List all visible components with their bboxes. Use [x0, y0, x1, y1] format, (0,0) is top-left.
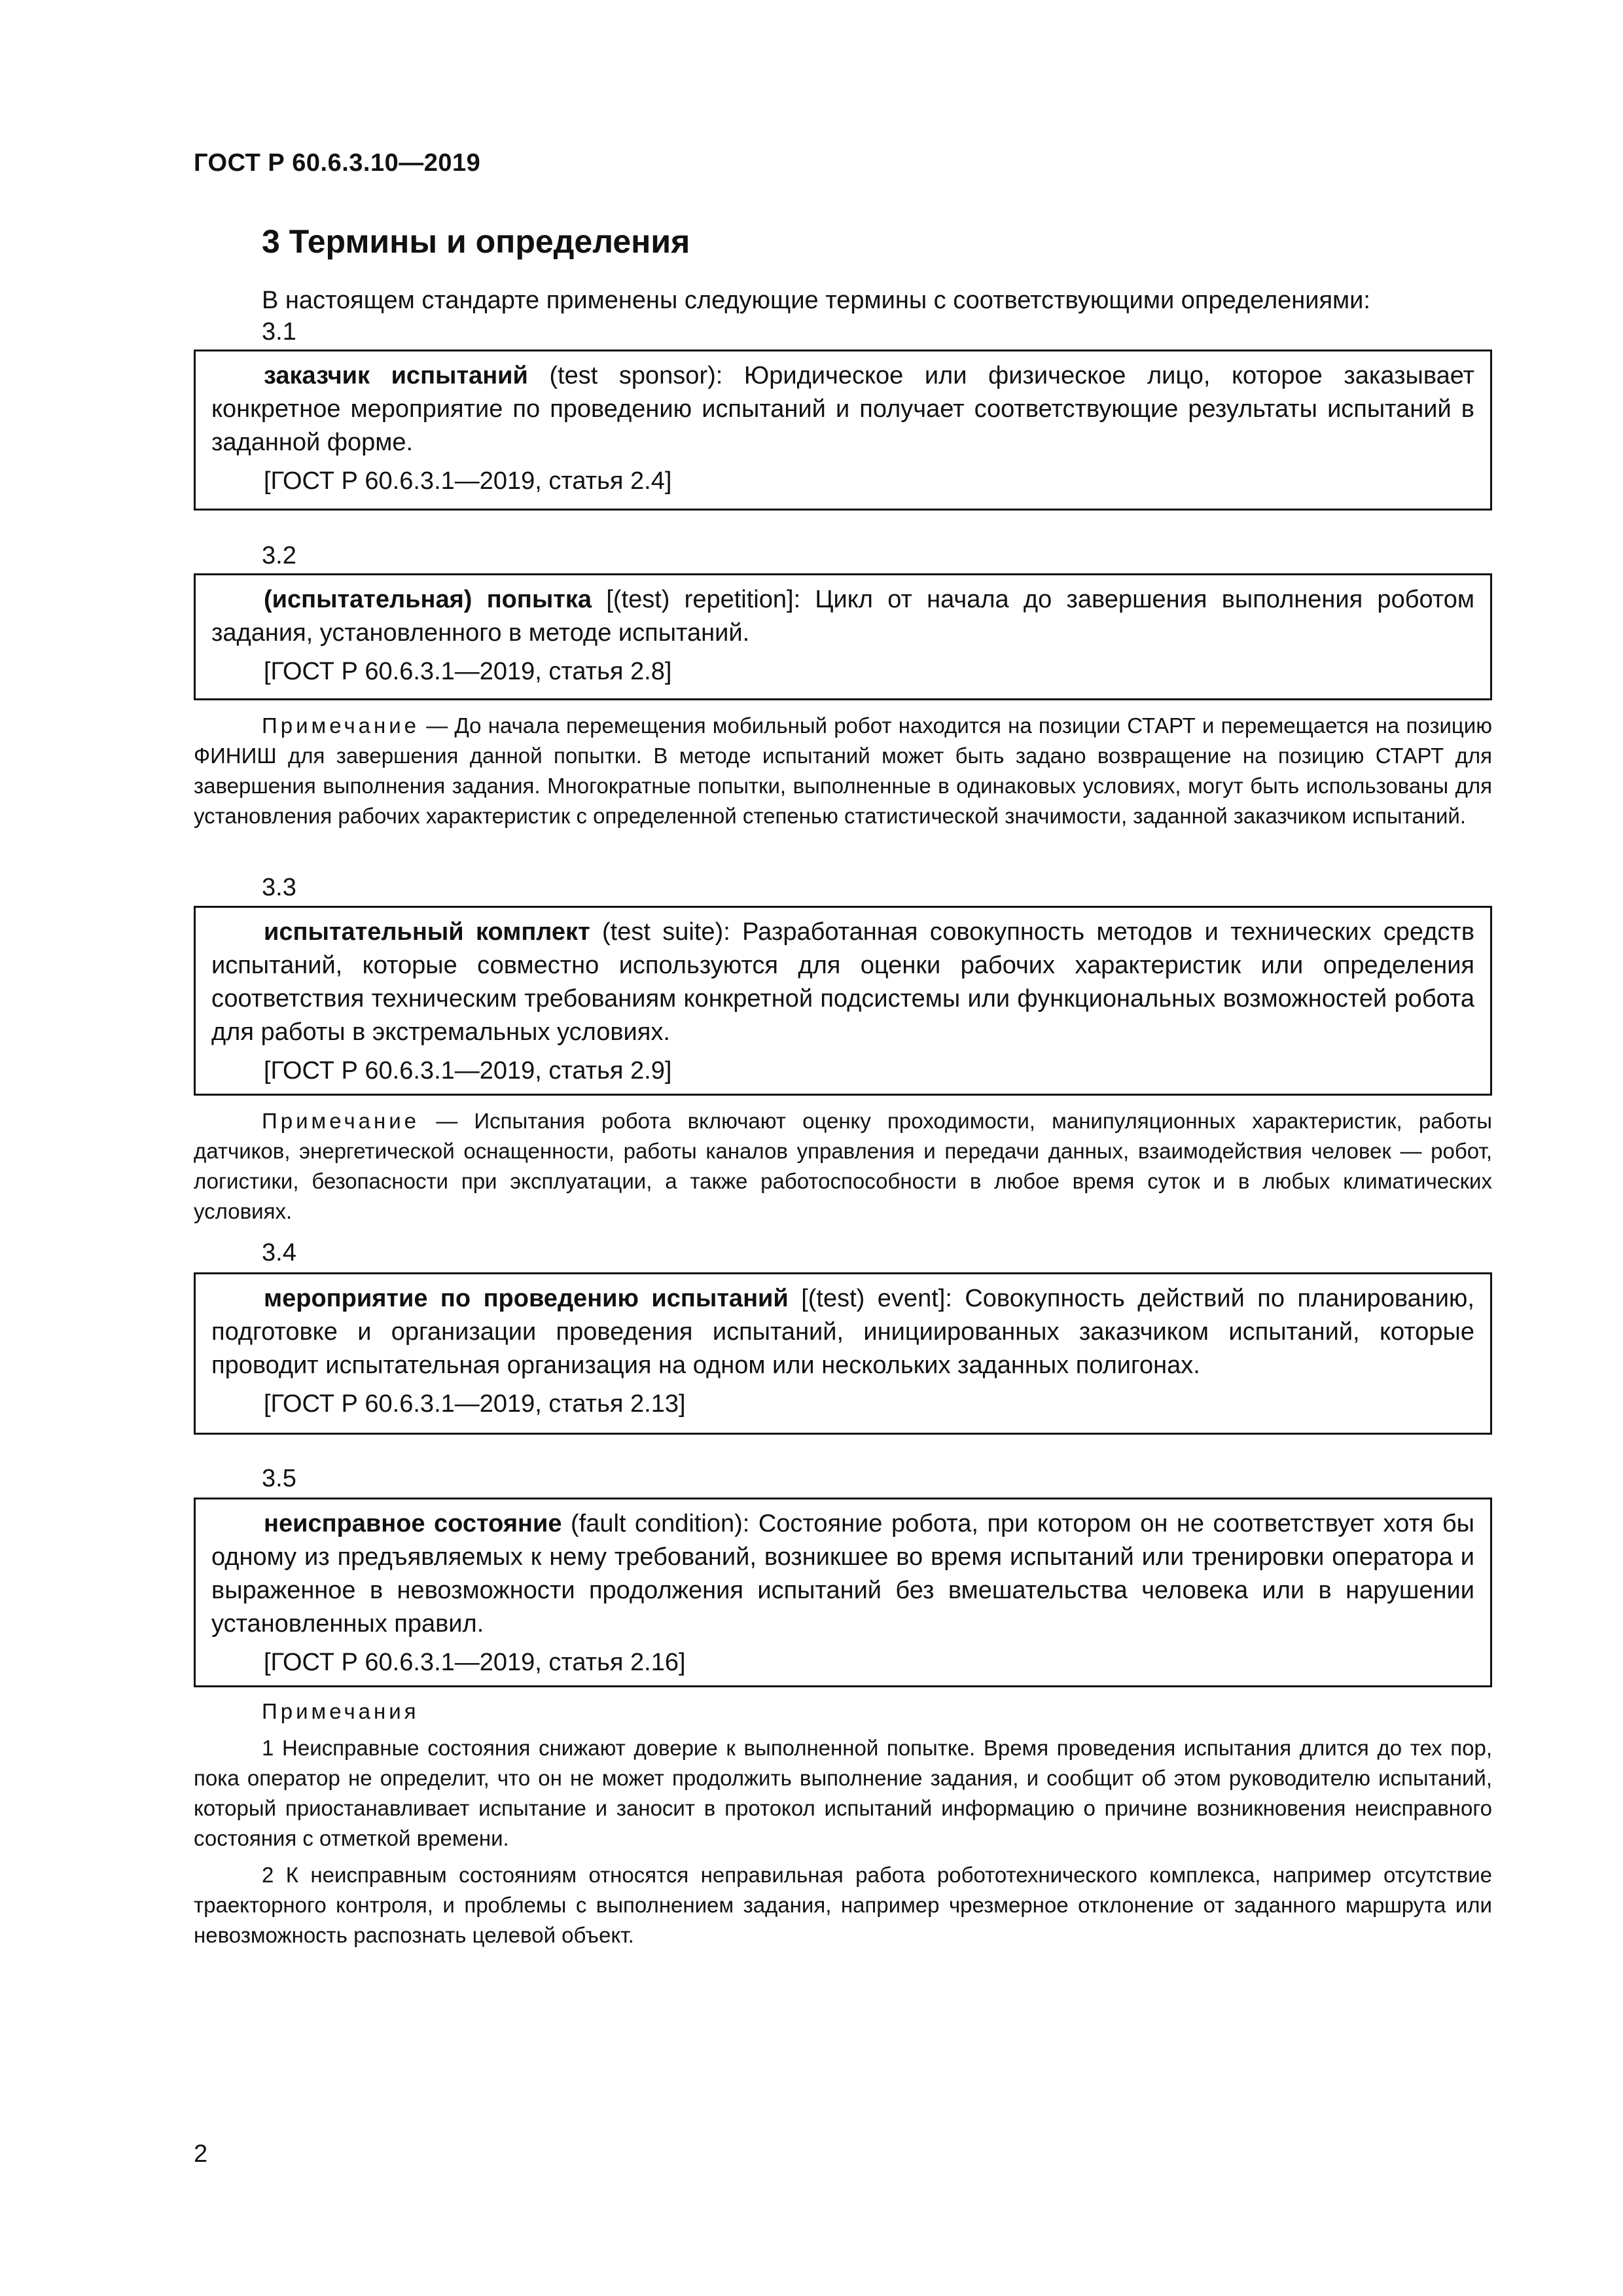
- definition-text: [211, 583, 1474, 650]
- term-definition: : Состояние робота, при котором он не соответствует хотя бы одному из предъявляемых к нему требований, возникшее во время испытаний или тренировки оператора и выраженное в невозможности продолжения испытаний без вмешательства человека или в нарушении установленных правил.: [211, 1510, 1474, 1638]
- document-code-header: ГОСТ Р 60.6.3.10—2019: [194, 149, 481, 177]
- term-english: (test suite): [602, 918, 724, 946]
- source-reference: [ГОСТ Р 60.6.3.1—2019, статья 2.16]: [264, 1649, 686, 1676]
- term-number: 3.1: [262, 318, 296, 346]
- page-number: 2: [194, 2140, 208, 2168]
- term-name: мероприятие по проведению испытаний: [264, 1285, 789, 1312]
- definition-text: [211, 916, 1474, 1049]
- term-definition: : Совокупность действий по планированию, подготовке и организации проведения испытаний, инициированных заказчиком испытаний, которые проводит испытательная организация на одном или нескольких заданных полигонах.: [211, 1285, 1474, 1379]
- source-reference: [ГОСТ Р 60.6.3.1—2019, статья 2.13]: [264, 1390, 686, 1418]
- term-definition: : Разработанная совокупность методов и технических средств испытаний, которые совместно используются для оценки рабочих характеристик или определения соответствия техническим требованиям конкретной подсистемы или функциональных возможностей робота для работы в экстремальных условиях.: [211, 918, 1474, 1046]
- section-intro: В настоящем стандарте применены следующие термины с соответствующими определениями:: [262, 287, 1370, 314]
- definition-text: [211, 359, 1474, 459]
- definition-text: [211, 1282, 1474, 1382]
- term-number: 3.5: [262, 1465, 296, 1492]
- note-item: 2 К неисправным состояниям относятся неправильная работа робототехнического комплекса, например отсутствие траекторного контроля, и проблемы с выполнением задания, например чрезмерное отклонение от заданного маршрута или невозможность распознать целевой объект.: [194, 1863, 1492, 1947]
- term-number: 3.2: [262, 542, 296, 569]
- term-english: [(test) repetition]: [606, 586, 794, 613]
- term-definition-box: [194, 906, 1492, 1096]
- term-definition-box: [194, 573, 1492, 700]
- term-name: неисправное состояние: [264, 1510, 562, 1537]
- source-reference: [ГОСТ Р 60.6.3.1—2019, статья 2.8]: [264, 658, 672, 685]
- term-name: (испытательная) попытка: [264, 586, 592, 613]
- term-definition-box: [194, 1498, 1492, 1687]
- source-reference: [ГОСТ Р 60.6.3.1—2019, статья 2.4]: [264, 467, 672, 495]
- note-item: 1 Неисправные состояния снижают доверие к выполненной попытке. Время проведения испытания длится до тех пор, пока оператор не определит, что он не может продолжить выполнение задания, и сообщит об этом руководителю испытаний, который приостанавливает испытание и заносит в протокол испытаний информацию о причине возникновения неисправного состояния с отметкой времени.: [194, 1736, 1492, 1850]
- term-english: [(test) event]: [801, 1285, 946, 1312]
- term-number: 3.3: [262, 874, 296, 901]
- term-english: (test sponsor): [549, 362, 716, 389]
- definition-text: [211, 1507, 1474, 1641]
- term-notes: [194, 1696, 1492, 1950]
- term-number: 3.4: [262, 1239, 296, 1266]
- term-name: испытательный комплект: [264, 918, 590, 946]
- source-reference: [ГОСТ Р 60.6.3.1—2019, статья 2.9]: [264, 1057, 672, 1085]
- section-title: 3 Термины и определения: [262, 223, 690, 260]
- note-label: Примечание: [262, 1109, 420, 1133]
- term-definition: : Цикл от начала до завершения выполнения роботом задания, установленного в методе испытаний.: [211, 586, 1475, 647]
- note-label: Примечание: [262, 713, 420, 738]
- note-text: — Испытания робота включают оценку проходимости, манипуляционных характеристик, работы датчиков, энергетической оснащенности, работы каналов управления и передачи данных, взаимодействия человек — робот, логистики, безопасности при эксплуатации, а также работоспособности в любое время суток и в любых климатических условиях.: [194, 1109, 1492, 1223]
- note-text: — До начала перемещения мобильный робот находится на позиции СТАРТ и перемещается на позицию ФИНИШ для завершения данной попытки. В методе испытаний может быть задано возвращение на позицию СТАРТ для завершения выполнения задания. Многократные попытки, выполненные в одинаковых условиях, могут быть использованы для установления рабочих характеристик с определенной степенью статистической значимости, заданной заказчиком испытаний.: [194, 713, 1492, 828]
- term-definition-box: [194, 1272, 1492, 1435]
- term-definition: : Юридическое или физическое лицо, которое заказывает конкретное мероприятие по проведению испытаний и получает соответствующие результаты испытаний в заданной форме.: [211, 362, 1474, 456]
- term-english: (fault condition): [570, 1510, 743, 1537]
- term-note: [194, 711, 1492, 831]
- term-name: заказчик испытаний: [264, 362, 528, 389]
- term-definition-box: [194, 350, 1492, 511]
- term-note: [194, 1106, 1492, 1227]
- notes-label: Примечания: [262, 1699, 419, 1723]
